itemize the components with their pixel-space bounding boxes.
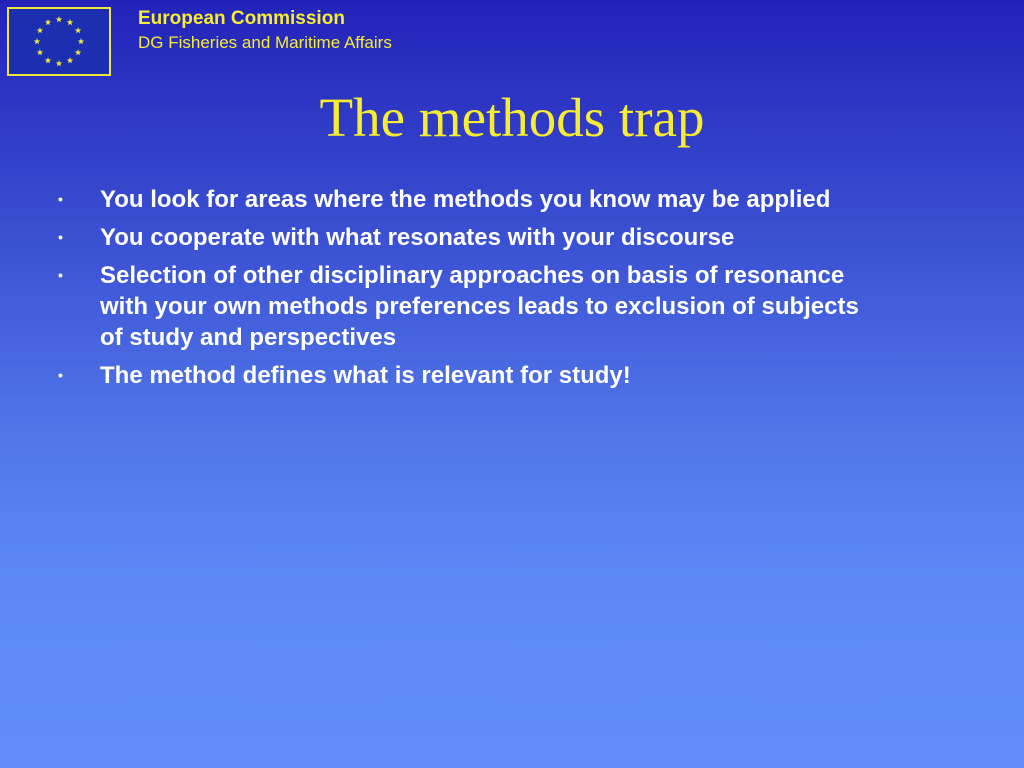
- department-name: DG Fisheries and Maritime Affairs: [138, 32, 392, 52]
- bullet-dot-icon: •: [58, 229, 63, 245]
- star-icon: [67, 57, 73, 63]
- star-icon: [45, 19, 51, 25]
- bullet-item: [58, 184, 878, 215]
- organization-header: [138, 8, 392, 53]
- bullet-text: The method defines what is relevant for study!: [100, 362, 631, 389]
- star-icon: [56, 16, 62, 22]
- bullet-text: Selection of other disciplinary approaches on basis of resonance with your own methods preferences leads to exclusion of subjects of study and perspectives: [100, 262, 859, 351]
- star-icon: [67, 19, 73, 25]
- bullet-dot-icon: •: [58, 267, 63, 283]
- star-icon: [37, 27, 43, 33]
- bullet-item: [58, 360, 878, 391]
- bullet-dot-icon: •: [58, 367, 63, 383]
- star-icon: [56, 60, 62, 66]
- bullet-text: You look for areas where the methods you know may be applied: [100, 186, 831, 213]
- bullet-item: [58, 222, 878, 253]
- slide-title: The methods trap: [319, 87, 705, 148]
- star-icon: [34, 38, 40, 44]
- bullet-text: You cooperate with what resonates with your discourse: [100, 224, 735, 251]
- eu-flag-icon: [7, 7, 111, 76]
- bullet-item: [58, 260, 878, 353]
- bullet-dot-icon: •: [58, 191, 63, 207]
- organization-name: European Commission: [138, 8, 345, 29]
- star-icon: [37, 49, 43, 55]
- bullet-list: [58, 184, 878, 398]
- star-icon: [75, 49, 81, 55]
- eu-stars: [9, 9, 109, 74]
- star-icon: [75, 27, 81, 33]
- star-icon: [45, 57, 51, 63]
- star-icon: [78, 38, 84, 44]
